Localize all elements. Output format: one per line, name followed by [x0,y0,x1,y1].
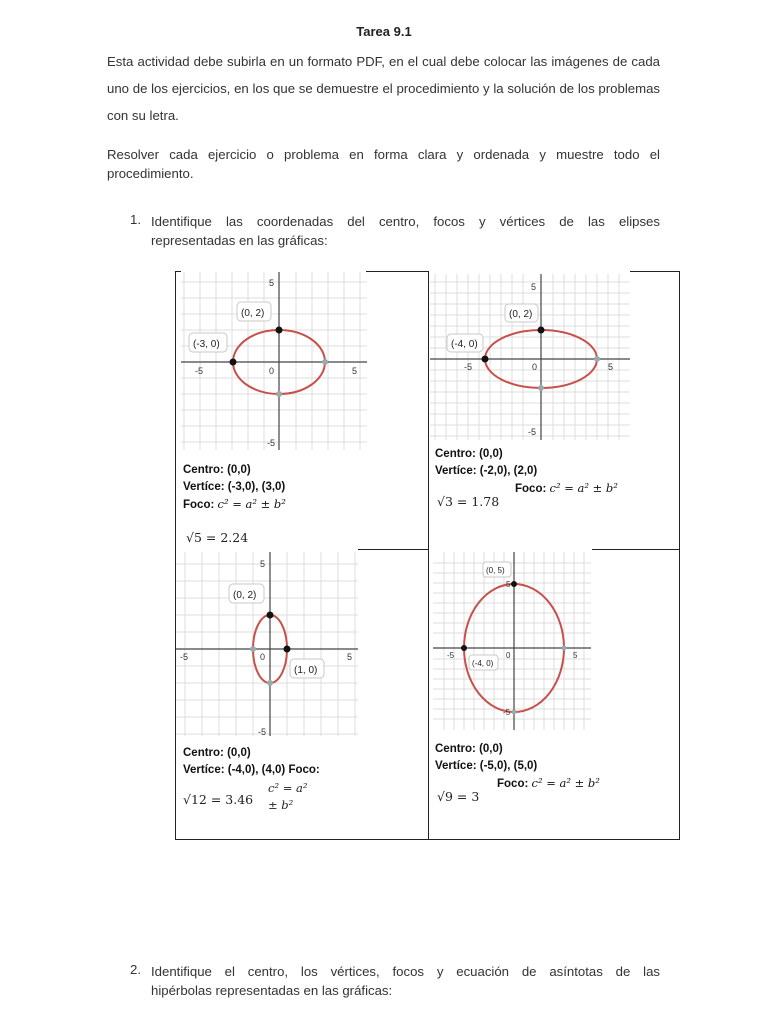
tick-y-neg: -5 [267,438,276,448]
tick-y-pos: 5 [506,580,511,589]
graph-1-info [183,462,286,514]
point-label-top: (0, 2) [241,308,265,319]
tick-x-pos: 5 [608,362,614,372]
graph-3-centro: Centro: (0,0) [183,747,251,759]
tick-y-pos: 5 [260,559,266,569]
graph-2-info [435,446,618,498]
tick-y-neg: -5 [528,427,537,437]
ellipse-graph-2 [430,274,630,440]
point-label-top: (0, 5) [486,566,505,575]
point-label-right: (1, 0) [294,665,318,676]
instruction-paragraph: Resolver cada ejercicio o problema en forma clara y ordenada y muestre todo el procedimiento. [107,147,660,181]
tick-y-neg: -5 [258,727,267,736]
graph-2-foco-label: Foco: [515,483,547,495]
graph-3-formula-a: c² = a² [268,781,308,795]
point-label-left: (-4, 0) [472,659,494,668]
ellipse-graph-3 [176,552,358,736]
intro-paragraph: Esta actividad debe subirla en un formato PDF, en el cual debe colocar las imágenes de cada uno de los ejercicios, en los que se demuestre el procedimiento y la solución de los problemas con su letra. [107,54,660,123]
item-2-number: 2. [130,962,141,977]
tick-zero: 0 [260,652,266,662]
tick-x-neg: -5 [464,362,473,372]
graph-4-centro: Centro: (0,0) [435,743,503,755]
tick-x-pos: 5 [352,366,358,376]
tick-x-neg: -5 [180,652,189,662]
point-label-top: (0, 2) [509,309,533,320]
ellipse-graph-4 [433,552,591,730]
tick-zero: 0 [532,362,538,372]
tick-x-pos: 5 [573,651,578,660]
graph-1-centro: Centro: (0,0) [183,464,251,476]
point-label-left: (-4, 0) [451,339,478,350]
tick-y-neg: -5 [503,708,511,717]
tick-x-pos: 5 [347,652,353,662]
graph-2-centro: Centro: (0,0) [435,448,503,460]
item-2-line-2: hipérbolas representadas en las gráficas: [151,983,393,998]
tick-zero: 0 [506,651,511,660]
tick-y-pos: 5 [531,282,537,292]
tick-y-pos: 5 [269,278,275,288]
graph-3-info [183,745,320,779]
graph-4-info [435,741,600,793]
point-label-top: (0, 2) [233,590,257,601]
graph-4-formula: c² = a² ± b² [531,776,600,790]
graph-2-vertice: Vertíce: (-2,0), (2,0) [435,465,538,477]
graph-2-formula: c² = a² ± b² [549,481,618,495]
graph-4-result: √9 = 3 [437,789,480,804]
tick-zero: 0 [269,366,275,376]
graph-1-result: √5 = 2.24 [186,530,249,545]
ellipse-graph-1 [181,272,367,450]
graph-1-formula: c² = a² ± b² [217,497,286,511]
item-2-line-1: Identifique el centro, los vértices, focos y ecuación de asíntotas de las [151,964,660,979]
graph-4-vertice: Vertíce: (-5,0), (5,0) [435,760,538,772]
graph-3-formula-b: ± b² [268,798,294,812]
tick-x-neg: -5 [447,651,455,660]
item-1-line-2: representadas en las gráficas: [151,233,328,248]
point-label-left: (-3, 0) [193,339,220,350]
graph-2-result: √3 = 1.78 [437,494,500,509]
tick-x-neg: -5 [195,366,204,376]
item-1-number: 1. [130,212,141,227]
graph-3-vertice: Vertíce: (-4,0), (4,0) Foco: [183,764,320,776]
graph-4-foco-label: Foco: [497,778,529,790]
graph-1-foco-label: Foco: [183,499,215,511]
page-title: Tarea 9.1 [356,24,412,39]
item-1-line-1: Identifique las coordenadas del centro, focos y vértices de las elipses [151,214,660,229]
graph-3-result: √12 = 3.46 [183,792,254,807]
graph-1-vertice: Vertíce: (-3,0), (3,0) [183,481,286,493]
